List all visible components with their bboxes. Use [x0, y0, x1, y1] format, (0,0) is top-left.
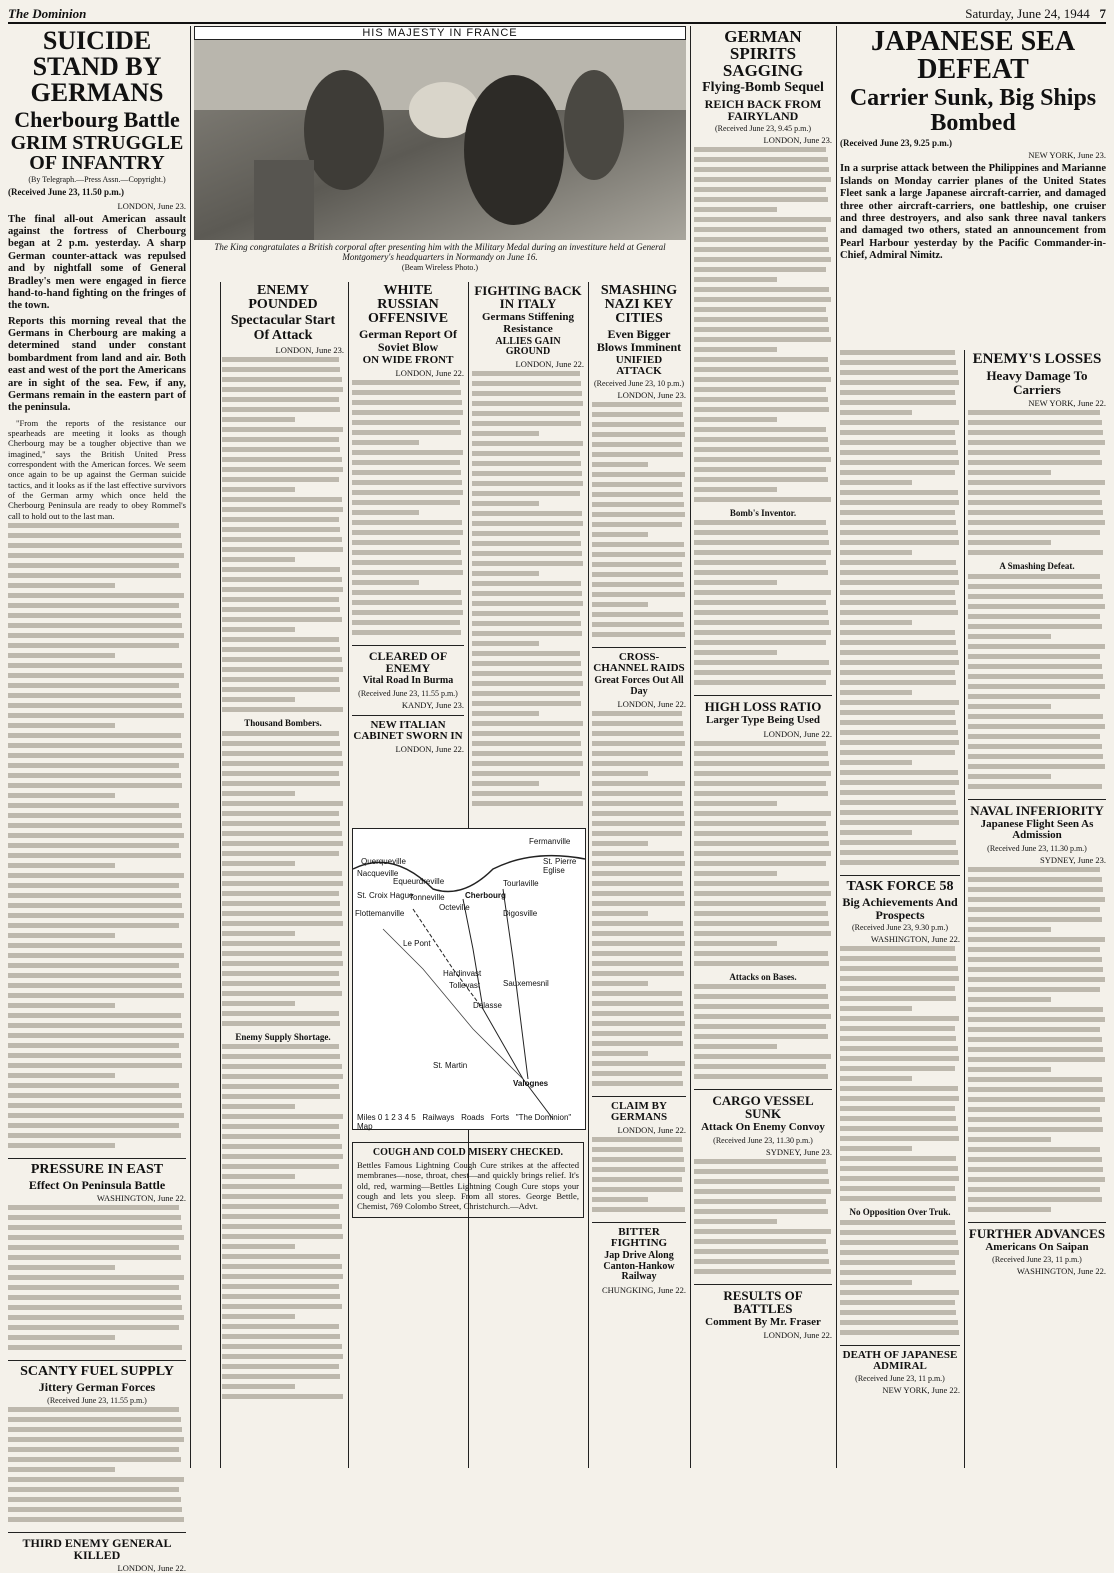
- column-1: [8, 26, 186, 1573]
- map-label: St. Martin: [433, 1061, 468, 1070]
- map-label-cherbourg: Cherbourg: [465, 891, 506, 900]
- dateline: LONDON, June 22.: [763, 728, 832, 739]
- received-line: (Received June 23, 11 p.m.): [855, 1373, 945, 1383]
- photo-block: [194, 26, 686, 278]
- photo-image: [194, 40, 686, 240]
- dateline: WASHINGTON, June 22.: [96, 1193, 186, 1204]
- subhead-flying-bomb: Flying-Bomb Sequel: [702, 80, 824, 95]
- subhead-convoy: Attack On Enemy Convoy: [701, 1121, 825, 1134]
- body-text: [694, 520, 832, 690]
- body-text: [694, 984, 832, 1084]
- body-text: [222, 357, 344, 717]
- subhead-carriers: Heavy Damage To Carriers: [986, 368, 1088, 397]
- subhead-thousand-bombers: Thousand Bombers.: [244, 718, 322, 729]
- subhead-smashing-defeat: A Smashing Defeat.: [999, 561, 1075, 572]
- column-8: [968, 350, 1106, 1460]
- map-label: Octeville: [439, 903, 470, 912]
- subhead-inventor: Bomb's Inventor.: [729, 507, 797, 518]
- headline-naval-inferiority: NAVAL INFERIORITY: [970, 802, 1104, 818]
- headline-scanty-fuel: SCANTY FUEL SUPPLY: [20, 1364, 174, 1380]
- dateline: NEW YORK, June 22.: [882, 1384, 960, 1395]
- subhead-spectacular: Spectacular Start Of Attack: [230, 313, 336, 343]
- dateline: NEW YORK, June 22.: [1028, 398, 1106, 409]
- column-6: [694, 26, 832, 1466]
- headline-task-force: TASK FORCE 58: [846, 879, 954, 894]
- subhead-fraser: Comment By Mr. Fraser: [705, 1315, 821, 1328]
- subhead-peninsula: Effect On Peninsula Battle: [28, 1177, 166, 1192]
- map-label: Digosville: [503, 909, 538, 918]
- subhead-truk: No Opposition Over Truk.: [849, 1207, 951, 1218]
- map-label: St. Pierre Eglise: [543, 857, 577, 875]
- headline-grim-struggle: GRIM STRUGGLE OF INFANTRY: [10, 132, 184, 175]
- dateline: KANDY, June 23.: [401, 699, 464, 710]
- body-text: [694, 1159, 832, 1279]
- received-line: (Received June 23, 11.55 p.m.): [358, 688, 458, 698]
- newspaper-name: The Dominion: [8, 6, 87, 21]
- subhead-bigger-blows: Even Bigger Blows Imminent: [596, 327, 682, 354]
- map-label: St. Croix Hague: [357, 891, 414, 900]
- dateline: LONDON, June 22.: [515, 359, 584, 370]
- dateline: NEW YORK, June 23.: [1028, 150, 1106, 161]
- dateline: LONDON, June 23.: [763, 134, 832, 145]
- body-text: [694, 741, 832, 971]
- headline-enemys-losses: ENEMY'S LOSSES: [972, 351, 1102, 367]
- cherbourg-map: [352, 828, 586, 1130]
- dateline: SYDNEY, June 23.: [766, 1146, 832, 1157]
- headline-pressure-east: PRESSURE IN EAST: [30, 1161, 164, 1177]
- subhead-unified: UNIFIED ATTACK: [615, 354, 663, 378]
- dateline: LONDON, June 23.: [617, 390, 686, 401]
- subhead-carrier-sunk: Carrier Sunk, Big Ships Bombed: [849, 85, 1097, 137]
- map-legend: Miles 0 1 2 3 4 5 Railways Roads Forts "The Dominion" Map: [357, 1113, 572, 1131]
- map-label: Tollevast: [449, 981, 481, 990]
- received-line: (Received June 23, 11.30 p.m.): [713, 1135, 813, 1145]
- dateline: LONDON, June 22.: [395, 743, 464, 754]
- body-continued: [8, 523, 186, 1153]
- subhead-allies-gain: ALLIES GAIN GROUND: [495, 336, 561, 358]
- subhead-japanese-flight: Japanese Flight Seen As Admission: [980, 817, 1094, 842]
- map-label-valognes: Valognes: [513, 1079, 549, 1088]
- body-text: [694, 147, 832, 507]
- subhead-burma: Vital Road In Burma: [362, 675, 454, 687]
- received-line: (Received June 23, 11.50 p.m.): [8, 187, 124, 198]
- headline-italian-cabinet: NEW ITALIAN CABINET SWORN IN: [353, 718, 463, 742]
- body-text: [472, 371, 584, 811]
- advert-body: Bettles Famous Lightning Cough Cure strikes at the affected membranes—nose, throat, chest—and quickly brings relief. It's old, red, warming—Bettles Lightning Cough Cure stops your cough and lets you sleep. From all stores. George Bettle, Chemist, 769 Colombo Street, Christchurch.—Advt.: [357, 1160, 579, 1212]
- map-label: Nacqueville: [357, 869, 399, 878]
- dateline: WASHINGTON, June 22.: [1016, 1266, 1106, 1277]
- headline-claim-germans: CLAIM BY GERMANS: [610, 1100, 668, 1124]
- map-label: Sauxemesnil: [503, 979, 549, 988]
- headline-smashing-nazi: SMASHING NAZI KEY CITIES: [600, 283, 678, 326]
- headline-german-spirits: GERMAN SPIRITS SAGGING: [722, 27, 804, 80]
- map-label: Hardinvast: [443, 969, 482, 978]
- map-label: Delasse: [473, 1001, 502, 1010]
- body-text: [352, 380, 464, 640]
- advert-heading: COUGH AND COLD MISERY CHECKED.: [372, 1147, 564, 1158]
- subhead-stiffening: Germans Stiffening Resistance: [482, 311, 574, 335]
- photo-credit: (Beam Wireless Photo.): [401, 262, 479, 272]
- body-text: [222, 731, 344, 1031]
- headline-high-loss: HIGH LOSS RATIO: [704, 699, 822, 715]
- received-line: (Received June 23, 10 p.m.): [594, 379, 684, 389]
- headline-further-advances: FURTHER ADVANCES: [968, 1225, 1106, 1241]
- headline-bitter-fighting: BITTER FIGHTING: [610, 1226, 668, 1250]
- photo-caption: The King congratulates a British corporal after presenting him with the Military Medal during an investiture held at General Montgomery's headquarters in Normandy on June 16.: [214, 242, 666, 263]
- subhead-attacks-bases: Attacks on Bases.: [729, 971, 797, 982]
- subhead-saipan: Americans On Saipan: [985, 1240, 1089, 1253]
- body-text: [968, 410, 1106, 560]
- subhead-jittery: Jittery German Forces: [38, 1380, 156, 1395]
- dateline: CHUNGKING, June 22.: [601, 1284, 686, 1295]
- page-date: Saturday, June 24, 1944 7: [965, 6, 1106, 21]
- headline-death-admiral: DEATH OF JAPANESE ADMIRAL: [842, 1348, 958, 1372]
- headline-third-general: THIRD ENEMY GENERAL KILLED: [22, 1536, 172, 1563]
- headline-enemy-pounded: ENEMY POUNDED: [248, 283, 318, 312]
- dateline: LONDON, June 22.: [617, 1125, 686, 1136]
- received-line: (Received June 23, 11 p.m.): [992, 1255, 1082, 1265]
- column-3: [352, 282, 464, 822]
- body-text: [592, 402, 686, 642]
- received-line: (Received June 23, 9.25 p.m.): [840, 138, 952, 149]
- column-enemy-pounded: [222, 282, 344, 1462]
- body-text: [8, 1205, 186, 1355]
- map-label: Equeurdreville: [393, 877, 445, 886]
- subhead-cherbourg: Cherbourg Battle: [14, 107, 180, 132]
- lead-paragraph: The final all-out American assault against the fortress of Cherbourg began at 2 p.m. yesterday. A sharp German counter-attack was repulsed and by nightfall some of General Bradley's men were engaged in fierce hand-to-hand fighting on the fringes of the town.: [8, 213, 186, 312]
- column-2: [194, 282, 216, 1462]
- dedication: (By Telegraph.—Press Assn.—Copyright.): [28, 175, 166, 185]
- dateline: LONDON, June 23.: [275, 345, 344, 356]
- received-line: (Received June 23, 9.30 p.m.): [852, 923, 948, 933]
- map-label: Querqueville: [361, 857, 406, 866]
- dateline: LONDON, June 22.: [617, 699, 686, 710]
- body-text: [968, 867, 1106, 1217]
- received-line: (Received June 23, 11.55 p.m.): [47, 1396, 147, 1406]
- subhead-great-forces: Great Forces Out All Day: [594, 675, 684, 697]
- headline-fighting-italy: FIGHTING BACK IN ITALY: [474, 283, 582, 311]
- dateline: LONDON, June 23.: [117, 200, 186, 211]
- map-label: Tourlaville: [503, 879, 539, 888]
- column-7-left: [840, 350, 960, 1460]
- received-line: (Received June 23, 11.30 p.m.): [987, 843, 1087, 853]
- headline-suicide-stand: SUICIDE STAND BY GERMANS: [30, 26, 164, 107]
- body-text: [592, 711, 686, 1091]
- subhead-fairyland: REICH BACK FROM FAIRYLAND: [704, 96, 822, 123]
- map-label: Le Pont: [403, 939, 431, 948]
- received-line: (Received June 23, 9.45 p.m.): [715, 123, 811, 133]
- subhead-larger-type: Larger Type Being Used: [706, 714, 820, 727]
- dateline: LONDON, June 22.: [763, 1330, 832, 1341]
- advert-cough: [352, 1138, 584, 1258]
- subhead-achievements: Big Achievements And Prospects: [842, 895, 958, 922]
- body-text: [8, 1407, 186, 1527]
- subhead-soviet-blow: German Report Of Soviet Blow: [359, 327, 457, 354]
- headline-cross-channel: CROSS-CHANNEL RAIDS: [593, 651, 685, 675]
- column-5: [592, 282, 686, 1462]
- body-text: "From the reports of the resistance our spearheads are meeting it looks as though Cherbourg may be a tougher objective than we imagined," says the British United Press correspondent with the American forces. We seem once again to be up against the German suicide tactics, and it looks as if the last effective survivors of the German army which once held the Cherbourg Peninsula are ready to obey Rommel's call to hold out to the last man.: [8, 417, 186, 521]
- body-text: [840, 1220, 960, 1340]
- map-label: Fermanville: [529, 837, 571, 846]
- headline-cargo-vessel: CARGO VESSEL SUNK: [712, 1093, 814, 1122]
- column-4: [472, 282, 584, 822]
- body-text: [592, 1137, 686, 1217]
- map-label: Tonneville: [409, 893, 445, 902]
- dateline: LONDON, June 22.: [395, 368, 464, 379]
- masthead: [8, 6, 1106, 24]
- headline-cleared-enemy: CLEARED OF ENEMY: [368, 649, 448, 676]
- headline-white-russian: WHITE RUSSIAN OFFENSIVE: [367, 283, 449, 326]
- body-text: [840, 946, 960, 1206]
- subhead-wide-front: ON WIDE FRONT: [362, 354, 454, 367]
- body-text: [840, 350, 960, 870]
- lead-paragraph: In a surprise attack between the Philippines and Marianne Islands on Monday carrier planes of the United States Fleet sank a large Japanese aircraft-carrier, and damaged three other aircraft-carriers, one battleship, one cruiser and three destroyers, and also sank three naval tankers and damaged two others, stated an announcement from Pearl Harbour yesterday by the Pacific Commander-in-Chief, Admiral Nimitz.: [840, 163, 1106, 261]
- body-text: [222, 1044, 344, 1404]
- lead-paragraph-2: Reports this morning reveal that the Germans in Cherbourg are making a determined stand under constant bombardment from land and air. Both east and west of the port the Americans are in sight of the sea. Few, if any, Germans remain in the eastern part of the peninsula.: [8, 315, 186, 414]
- dateline: SYDNEY, June 23.: [1040, 854, 1106, 865]
- dateline: WASHINGTON, June 22.: [870, 934, 960, 945]
- headline-results-battles: RESULTS OF BATTLES: [723, 1287, 803, 1316]
- subhead-supply-shortage: Enemy Supply Shortage.: [235, 1031, 331, 1042]
- subhead-canton: Jap Drive Along Canton-Hankow Railway: [603, 1250, 675, 1283]
- headline-japanese-sea-defeat: JAPANESE SEA DEFEAT: [870, 26, 1076, 85]
- photo-title: HIS MAJESTY IN FRANCE: [194, 26, 686, 40]
- body-text: [968, 574, 1106, 794]
- map-label: Flottemanville: [355, 909, 405, 918]
- dateline: LONDON, June 22.: [117, 1563, 186, 1573]
